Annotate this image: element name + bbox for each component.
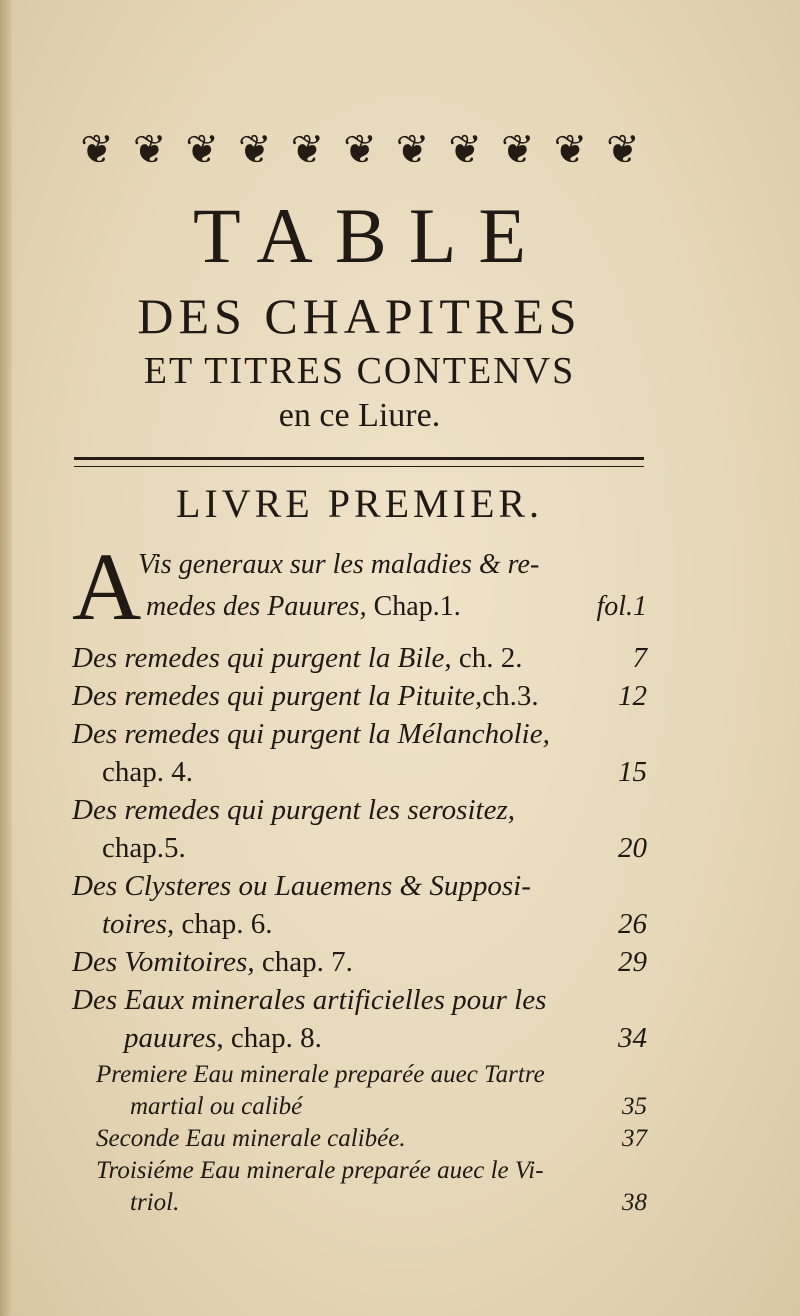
ornament-motif-icon: ❦: [395, 127, 430, 173]
entry-text: Troisiéme Eau minerale preparée auec le Vi-: [96, 1157, 544, 1184]
chapter-ref: , chap. 6.: [166, 908, 273, 940]
page-number: 20: [618, 832, 647, 864]
entry-text: Des remedes qui purgent la Mélancholie,: [72, 718, 550, 750]
entry-text: Des remedes qui purgent la Bile,: [72, 642, 452, 674]
toc-entry-6: [72, 867, 647, 943]
entry-text: toires: [102, 908, 167, 940]
page-number: fol.1: [596, 591, 647, 622]
entry-text: triol.: [130, 1189, 180, 1216]
toc-entry-11: [72, 1155, 647, 1219]
entry-text: Des Eaux minerales artificielles pour les: [72, 984, 547, 1016]
ornament-motif-icon: ❦: [606, 127, 640, 173]
chapter-ref: ch.3.: [482, 680, 539, 712]
page-number: 12: [618, 680, 647, 712]
ornament-motif-icon: ❦: [185, 127, 219, 173]
entry-text: Des Clysteres ou Lauemens & Supposi-: [72, 870, 531, 902]
entry-text: Premiere Eau minerale preparée auec Tartre: [96, 1061, 545, 1088]
toc-entry-9: [72, 1059, 647, 1123]
entry-text: Des remedes qui purgent la Pituite,: [72, 680, 483, 712]
page-edge: [0, 0, 12, 1316]
page-number: 34: [618, 1022, 647, 1054]
ornament-motif-icon: ❦: [448, 127, 482, 173]
ornament-motif-icon: ❦: [238, 127, 272, 173]
chapter-ref: ch. 2.: [451, 642, 523, 674]
ornament-motif-icon: ❦: [132, 127, 167, 173]
chapter-ref: chap. 4.: [102, 756, 193, 788]
chapter-ref: , chap. 8.: [216, 1022, 322, 1054]
entry-text: Des Vomitoires,: [72, 946, 255, 978]
page-number: 37: [622, 1125, 647, 1152]
toc-entry-4: [72, 715, 647, 791]
page-number: 15: [618, 756, 647, 788]
heading-line-2: ET TITRES CONTENVS: [143, 350, 576, 392]
toc-entry-7: [72, 943, 647, 981]
heading-line-1: DES CHAPITRES: [137, 288, 582, 344]
drop-capital: A: [72, 533, 142, 640]
entry-text: Des remedes qui purgent les serositez,: [72, 794, 515, 826]
ornament-motif-icon: ❦: [343, 127, 377, 173]
heading-line-3: en ce Liure.: [278, 397, 441, 434]
ornament-motif-icon: ❦: [290, 127, 325, 173]
book-page: [12, 0, 800, 1316]
toc-entry-10: [72, 1123, 647, 1155]
ornament-motif-icon: ❦: [500, 127, 535, 173]
decorative-ornament-band: [76, 118, 644, 181]
entry-text: medes des Pauures,: [146, 591, 367, 622]
toc-entry-2: [72, 639, 647, 677]
divider-rule: [74, 457, 644, 467]
toc-entry-3: [72, 677, 647, 715]
chapter-ref: chap.5.: [102, 832, 186, 864]
toc-entry-1: [72, 533, 647, 640]
page-number: 29: [618, 946, 647, 978]
page-number: 7: [632, 642, 647, 674]
page-content: [72, 118, 647, 1219]
table-title: TABLE: [192, 192, 549, 279]
book-heading: LIVRE PREMIER.: [175, 481, 544, 526]
chapter-ref: Chap.1.: [366, 591, 461, 622]
ornament-motif-icon: ❦: [80, 127, 114, 173]
page-number: 38: [622, 1189, 647, 1216]
page-number: 26: [618, 908, 647, 940]
entry-text: Seconde Eau minerale calibée.: [96, 1125, 406, 1152]
toc-entry-8: [72, 981, 647, 1057]
entry-text: pauures: [124, 1022, 217, 1054]
toc-entry-5: [72, 791, 647, 867]
entry-text: Vis generaux sur les maladies & re-: [138, 549, 540, 580]
page-number: 35: [622, 1093, 647, 1120]
entry-text: martial ou calibé: [130, 1093, 303, 1120]
ornament-motif-icon: ❦: [553, 127, 588, 173]
table-of-contents: [72, 533, 647, 1219]
chapter-ref: chap. 7.: [254, 946, 353, 978]
